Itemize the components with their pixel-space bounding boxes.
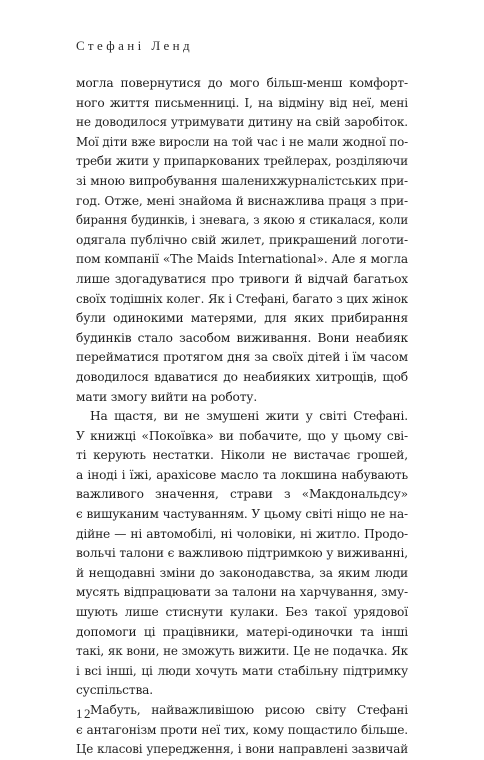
text-line: Мабуть, найважливішою рисою світу Стефані xyxy=(90,703,408,717)
text-line: ті керують нестатки. Ніколи не вистачає грошей, xyxy=(76,448,408,463)
body-text xyxy=(76,74,408,760)
text-line: лише здогадуватися про тривоги й відчай багатьох xyxy=(76,271,408,286)
text-line: будинків стало засобом виживання. Вони неабияк xyxy=(76,330,408,345)
text-line: і всі інші, ці люди хочуть мати стабільну підтримку xyxy=(76,663,408,678)
text-line: ного життя письменниці. І, на відміну від неї, мені xyxy=(76,95,408,110)
text-line: вольчі талони є важливою підтримкою у виживанні, xyxy=(76,546,408,561)
text-line: важливого значення, страви з «Макдональдсу» xyxy=(76,487,408,502)
text-line: є вишуканим частуванням. У цьому світі ніщо не на- xyxy=(76,507,408,522)
text-line: є антагонізм проти неї тих, кому пощастило більше. xyxy=(76,722,408,737)
text-line: доводилося вдаватися до неабияких хитрощів, щоб xyxy=(76,369,408,384)
text-line: суспільства. xyxy=(76,683,153,698)
running-head: Стефані Ленд xyxy=(76,38,193,53)
paragraph-3 xyxy=(76,701,408,760)
text-line: На щастя, ви не змушені жити у світі Стефані. xyxy=(90,409,408,424)
page-number: 12 xyxy=(76,706,92,721)
text-line: одягала публічно свій жилет, прикрашений логоти- xyxy=(76,232,408,247)
text-line: були одинокими матерями, для яких прибирання xyxy=(76,311,408,326)
text-line: бирання будинків, і зневага, з якою я стикалася, коли xyxy=(76,213,408,228)
text-line: треби жити у припаркованих трейлерах, розділяючи xyxy=(76,154,408,169)
text-line: не доводилося утримувати дитину на свій заробіток. xyxy=(76,115,408,130)
text-line: допомоги ці працівники, матері-одиночки та інші xyxy=(76,624,408,639)
text-line: такі, як вони, не зможуть вижити. Це не подачка. Як xyxy=(76,644,408,659)
text-line: й нещодавні зміни до законодавства, за яким люди xyxy=(76,565,408,580)
text-line: дійне — ні автомобілі, ні чоловіки, ні житло. Продо- xyxy=(76,526,408,541)
text-line: пом компанії «The Maids International». Але я могла xyxy=(76,252,408,267)
text-line: мусять відпрацювати за талони на харчування, зму- xyxy=(76,585,408,600)
text-line: Мої діти вже виросли на той час і не мали жодної по- xyxy=(76,134,408,149)
text-line: мати змогу вийти на роботу. xyxy=(76,389,258,404)
paragraph-1 xyxy=(76,74,408,407)
text-line: Це класові упередження, і вони направлені зазвичай xyxy=(76,742,408,757)
text-line: У книжці «Покоївка» ви побачите, що у цьому сві- xyxy=(76,428,408,443)
text-line: перейматися протягом дня за своїх дітей і їм часом xyxy=(76,350,408,365)
text-line: своїх тодішніх колег. Як і Стефані, багато з цих жінок xyxy=(76,291,408,306)
text-line: могла повернутися до мого більш-менш комфорт- xyxy=(76,76,408,90)
text-line: год. Отже, мені знайома й виснажлива праця з при- xyxy=(76,193,408,208)
text-line: зі мною випробування шаленихжурналістських при- xyxy=(76,173,408,188)
text-line: а іноді і їжі, арахісове масло та локшина набувають xyxy=(76,467,408,482)
text-line: шують лише стиснути кулаки. Без такої урядової xyxy=(76,605,408,620)
paragraph-2 xyxy=(76,407,408,701)
